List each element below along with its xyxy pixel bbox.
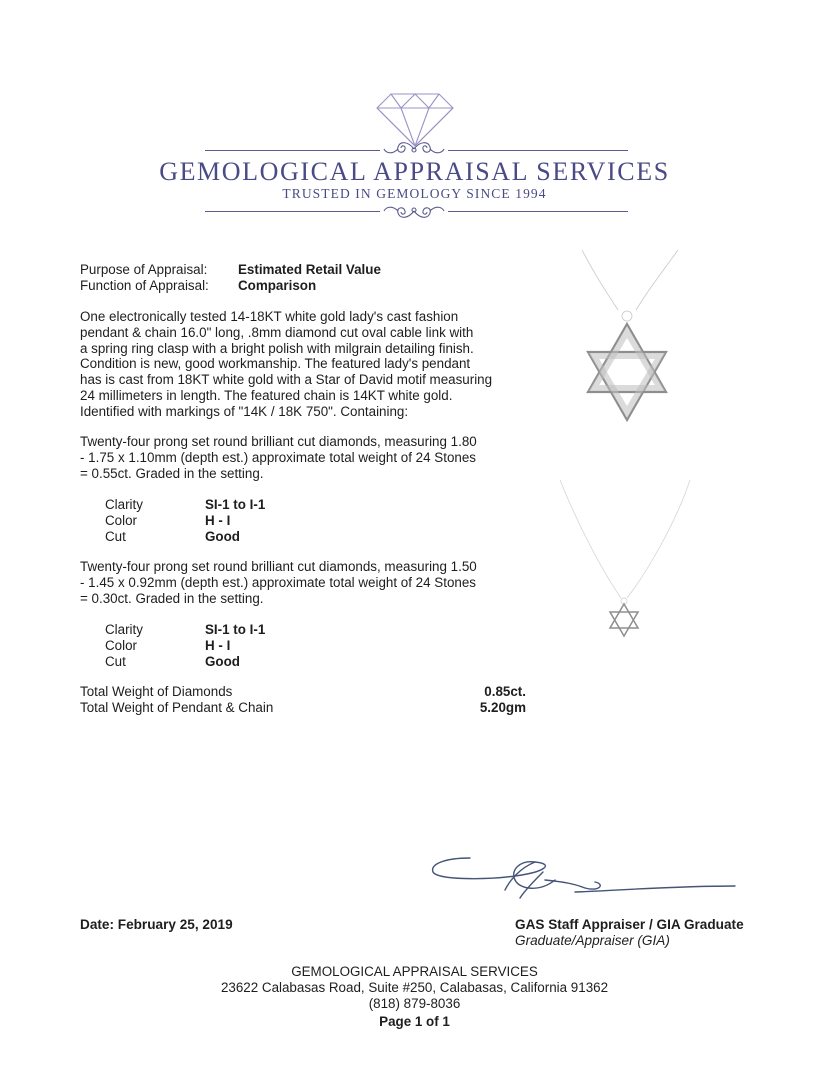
clarity-value: SI-1 to I-1 [205, 497, 266, 512]
stone-line: Twenty-four prong set round brilliant cut diamonds, measuring 1.80 [80, 434, 477, 449]
purpose-label: Purpose of Appraisal: [80, 262, 208, 277]
appraiser-signature [425, 850, 745, 910]
color-label: Color [105, 513, 137, 528]
purpose-value: Estimated Retail Value [238, 262, 381, 277]
function-value: Comparison [238, 278, 317, 293]
total-weight-label: Total Weight of Pendant & Chain [80, 700, 274, 715]
company-tagline: TRUSTED IN GEMOLOGY SINCE 1994 [282, 186, 547, 201]
stone-group-1-description [80, 434, 520, 481]
cut-value: Good [205, 529, 240, 544]
description-line: Condition is new, good workmanship. The featured lady's pendant [80, 356, 471, 372]
bottom-rule-left [205, 211, 380, 212]
stone-line: = 0.55ct. Graded in the setting. [80, 465, 264, 481]
bottom-scroll-ornament [380, 202, 448, 220]
stone-line: Twenty-four prong set round brilliant cut diamonds, measuring 1.50 [80, 559, 477, 574]
stone-line: = 0.30ct. Graded in the setting. [80, 590, 264, 606]
description-line: 24 millimeters in length. The featured chain is 14KT white gold. [80, 387, 453, 403]
footer-company: GEMOLOGICAL APPRAISAL SERVICES [291, 964, 538, 979]
top-scroll-ornament [380, 140, 448, 158]
description-line: has is cast from 18KT white gold with a Star of David motif measuring [80, 372, 493, 388]
description-line: a spring ring clasp with a bright polish with milgrain detailing finish. [80, 340, 474, 356]
item-description [80, 309, 520, 420]
description-line: One electronically tested 14-18KT white gold lady's cast fashion [80, 309, 459, 324]
bottom-rule-right [448, 211, 628, 212]
cut-label: Cut [105, 654, 126, 669]
top-rule-right [448, 150, 628, 151]
pendant-full-image [555, 480, 695, 640]
company-title: GEMOLOGICAL APPRAISAL SERVICES [159, 157, 670, 186]
description-line: pendant & chain 16.0" long, .8mm diamond cut oval cable link with [80, 324, 474, 340]
appraiser-title: GAS Staff Appraiser / GIA Graduate [515, 917, 744, 932]
cut-value: Good [205, 654, 240, 669]
clarity-label: Clarity [105, 622, 143, 637]
pendant-closeup-image [560, 250, 690, 450]
page-number: Page 1 of 1 [379, 1014, 450, 1029]
function-label: Function of Appraisal: [80, 278, 209, 293]
clarity-label: Clarity [105, 497, 143, 512]
footer-address: 23622 Calabasas Road, Suite #250, Calabasas, California 91362 [220, 980, 609, 995]
cut-label: Cut [105, 529, 126, 544]
total-diamonds-label: Total Weight of Diamonds [80, 684, 233, 699]
color-value: H - I [205, 513, 231, 528]
total-diamonds-value: 0.85ct. [484, 684, 526, 699]
clarity-value: SI-1 to I-1 [205, 622, 266, 637]
appraiser-subtitle: Graduate/Appraiser (GIA) [515, 933, 670, 948]
stone-group-2-description [80, 559, 520, 606]
stone-line: - 1.75 x 1.10mm (depth est.) approximate total weight of 24 Stones [80, 449, 476, 465]
footer-phone: (818) 879-8036 [368, 996, 461, 1011]
color-label: Color [105, 638, 137, 653]
description-line: Identified with markings of "14K / 18K 750". Containing: [80, 403, 409, 419]
stone-line: - 1.45 x 0.92mm (depth est.) approximate total weight of 24 Stones [80, 574, 476, 590]
top-rule-left [205, 150, 380, 151]
appraisal-date: Date: February 25, 2019 [80, 917, 233, 932]
color-value: H - I [205, 638, 231, 653]
total-weight-value: 5.20gm [479, 700, 526, 715]
